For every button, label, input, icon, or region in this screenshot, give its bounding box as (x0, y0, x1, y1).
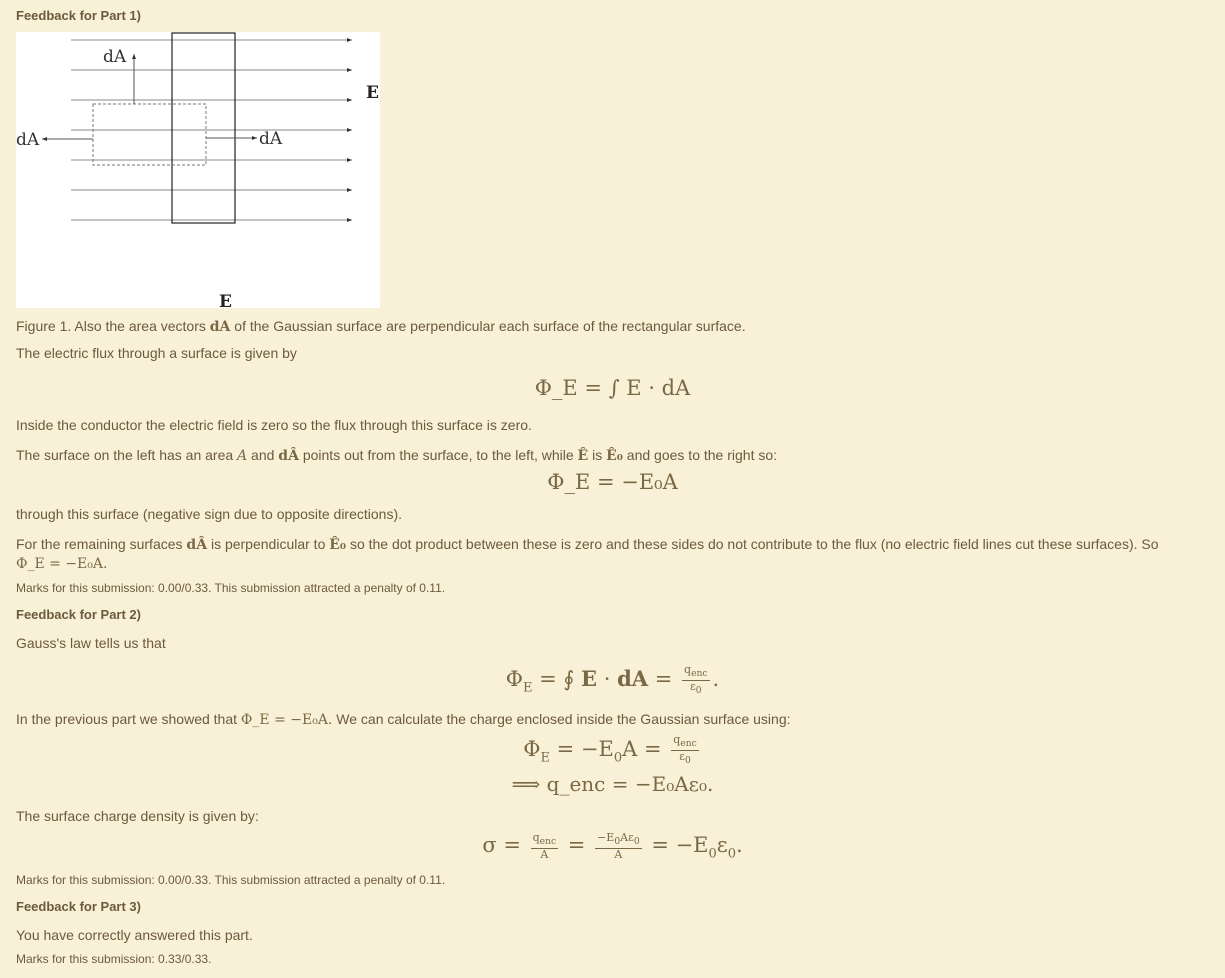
gaussian-surface-diagram (16, 32, 380, 308)
charge-density-intro: The surface charge density is given by: (16, 808, 259, 824)
flux-equation: Φ_E = ∫ E · dA (534, 376, 691, 400)
part2-marks: Marks for this submission: 0.00/0.33. This submission attracted a penalty of 0.11. (16, 873, 446, 887)
figure-caption: Figure 1. Also the area vectors dA of the Gaussian surface are perpendicular each surface of the rectangular surface. (16, 318, 746, 335)
figure-1 (16, 32, 380, 308)
enclosed-charge-equation: $\Phi_E = -E_0A$ = $\frac{q_{enc}}{\varepsilon_0}$ (523, 733, 697, 767)
gauss-law-equation: $\Phi_E$ = ∮ E · dA = $\frac{q_{enc}}{\varepsilon_0}$ . (505, 663, 720, 697)
through-surface-text: through this surface (negative sign due to opposite directions). (16, 506, 403, 522)
label-dA-right: dA (259, 129, 283, 149)
left-flux-equation: Φ_E = −E₀A (547, 470, 678, 494)
label-E-right: E (366, 83, 379, 103)
part1-heading: Feedback for Part 1) (16, 8, 141, 23)
flux-intro: The electric flux through a surface is given by (16, 345, 297, 361)
part3-heading: Feedback for Part 3) (16, 899, 141, 914)
gauss-law-intro: Gauss's law tells us that (16, 635, 166, 651)
previous-part-text: In the previous part we showed that Φ_E = −E₀A. We can calculate the charge enclosed inside the Gaussian surface using: (16, 711, 791, 728)
label-E-bottom: E (219, 292, 232, 308)
part2-heading: Feedback for Part 2) (16, 607, 141, 622)
part3-text: You have correctly answered this part. (16, 927, 253, 943)
gaussian-box (93, 104, 206, 165)
part3-marks: Marks for this submission: 0.33/0.33. (16, 952, 212, 966)
conductor-slab (172, 33, 235, 223)
left-surface-text: The surface on the left has an area A and dÂ points out from the surface, to the left, while Ê is Ê₀ and goes to the right so: (16, 447, 778, 464)
label-dA-left: dA (16, 130, 40, 150)
remaining-surfaces-text: For the remaining surfaces dÂ is perpendicular to Ê₀ so the dot product between these is zero and these sides do not contribute to the flux (no electric field lines cut these surfaces). So Φ_E = −E₀A. (16, 536, 1159, 572)
inside-conductor-text: Inside the conductor the electric field is zero so the flux through this surface is zero. (16, 417, 532, 433)
part1-marks: Marks for this submission: 0.00/0.33. This submission attracted a penalty of 0.11. (16, 581, 446, 595)
label-dA-top: dA (103, 47, 127, 67)
charge-density-equation: σ = $\frac{q_{enc}}{A}$ = $\frac{-E_0A\varepsilon_0}{A}$ = $-E_0\varepsilon_0$. (482, 831, 743, 862)
implies-equation: ⟹ q_enc = −E₀Aε₀. (511, 772, 714, 796)
field-lines (71, 40, 352, 220)
